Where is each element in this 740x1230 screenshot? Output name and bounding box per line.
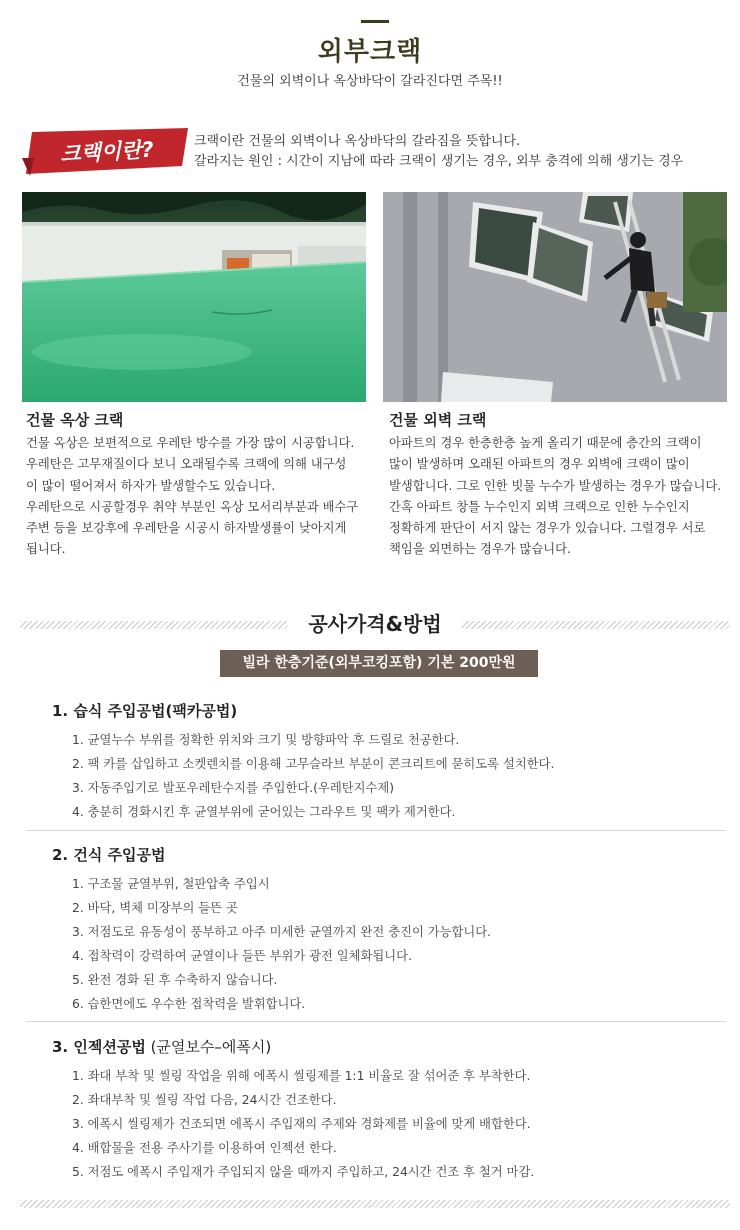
wall-crack-description	[389, 433, 739, 561]
wall-crack-section	[389, 408, 739, 561]
method-title	[52, 700, 712, 722]
roof-crack-section	[26, 408, 376, 561]
method-steps	[72, 728, 712, 824]
method-step: 1. 좌대 부착 및 씰링 작업을 위해 에폭시 씰링제를 1:1 비율로 잘 섞어준 후 부착한다.	[72, 1069, 531, 1083]
method-step: 2. 팩 카를 삽입하고 소켓렌치를 이용해 고무슬라브 부분이 콘크리트에 묻히도록 설치한다.	[72, 757, 555, 771]
method-step: 3. 저점도로 유동성이 풍부하고 아주 미세한 균열까지 완전 충진이 가능합니다.	[72, 925, 492, 939]
roof-crack-photo	[22, 192, 366, 402]
crack-definition-line: 크랙이란 건물의 외벽이나 옥상바닥의 갈라짐을 뜻합니다.	[194, 134, 521, 149]
crack-definition-badge	[22, 128, 188, 176]
price-banner: 빌라 한층기준(외부코킹포함) 기본 200만원	[220, 650, 538, 677]
wall-crack-line: 많이 발생하며 오래된 아파트의 경우 외벽에 크랙이 많이	[389, 457, 690, 472]
price-section-header	[20, 608, 730, 640]
wall-crack-line: 정확하게 판단이 서지 않는 경우가 있습니다. 그럴경우 서로	[389, 521, 706, 536]
method-title	[52, 1036, 712, 1058]
method-step: 3. 에폭시 씰링제가 건조되면 에폭시 주입재의 주제와 경화제를 비율에 맞게 배합한다.	[72, 1117, 531, 1131]
method-step: 6. 습한면에도 우수한 접착력을 발휘합니다.	[72, 997, 306, 1011]
method-divider	[26, 830, 726, 831]
method-step: 4. 접착력이 강력하여 균열이나 들뜬 부위가 광전 일체화됩니다.	[72, 949, 412, 963]
title-accent-bar	[361, 20, 389, 23]
method-step: 4. 충분히 경화시킨 후 균열부위에 굳어있는 그라우트 및 팩카 제거한다.	[72, 805, 456, 819]
method-step: 4. 배합물을 전용 주사기를 이용하여 인젝션 한다.	[72, 1141, 337, 1155]
roof-crack-line: 이 많이 떨어져서 하자가 발생할수도 있습니다.	[26, 478, 276, 493]
wall-crack-line: 간혹 아파트 창틀 누수인지 외벽 크랙으로 인한 누수인지	[389, 499, 690, 514]
roof-crack-title: 건물 옥상 크랙	[26, 411, 124, 429]
method-step: 1. 구조물 균열부위, 철판압축 주입시	[72, 877, 270, 891]
method-step: 3. 자동주입기로 발포우레탄수지를 주입한다.(우레탄지수제)	[72, 781, 395, 795]
method-step: 2. 바닥, 벽체 미장부의 들뜬 곳	[72, 901, 238, 915]
crack-definition-text	[194, 132, 683, 172]
crack-badge-label: 크랙이란?	[59, 137, 155, 167]
method-steps	[72, 872, 712, 1016]
roof-crack-line: 우레탄으로 시공할경우 취약 부분인 옥상 모서리부분과 배수구	[26, 499, 359, 514]
method-title-text: 1. 습식 주입공법(팩카공법)	[52, 702, 238, 720]
method-steps	[72, 1064, 712, 1184]
wall-crack-photo	[383, 192, 727, 402]
roof-crack-description	[26, 433, 376, 561]
method-title	[52, 844, 712, 866]
method-divider	[26, 1021, 726, 1022]
wall-crack-line: 발생합니다. 그로 인한 빗물 누수가 발생하는 경우가 많습니다.	[389, 478, 722, 493]
method-wet-injection	[52, 700, 712, 824]
method-step: 5. 저점도 에폭시 주입재가 주입되지 않을 때까지 주입하고, 24시간 건조 후 철거 마감.	[72, 1165, 535, 1179]
zigzag-divider-bottom	[20, 1200, 730, 1208]
page-title: 외부크랙	[317, 37, 423, 67]
roof-crack-line: 됩니다.	[26, 542, 66, 557]
method-title-text: 2. 건식 주입공법	[52, 846, 166, 864]
method-dry-injection	[52, 844, 712, 1016]
roof-crack-line: 주변 등을 보강후에 우레탄을 시공시 하자발생률이 낮아지게	[26, 521, 347, 536]
price-section-title: 공사가격&방법	[308, 612, 442, 636]
wall-crack-line: 책임을 외면하는 경우가 많습니다.	[389, 542, 571, 557]
method-title-text: 3. 인젝션공법	[52, 1038, 146, 1056]
method-title-extra: (균열보수–에폭시)	[145, 1038, 272, 1056]
roof-crack-line: 우레탄은 고무재질이다 보니 오래될수록 크랙에 의해 내구성	[26, 457, 347, 472]
wall-crack-line: 아파트의 경우 한층한층 높게 올리기 때문에 층간의 크랙이	[389, 436, 702, 450]
method-step: 1. 균열누수 부위를 정확한 위치와 크기 및 방향파악 후 드릴로 천공한다.	[72, 733, 460, 747]
wall-crack-title: 건물 외벽 크랙	[389, 411, 487, 429]
method-step: 2. 좌대부착 및 씰링 작업 다음, 24시간 건조한다.	[72, 1093, 337, 1107]
method-epoxy-injection	[52, 1036, 712, 1184]
page-subtitle: 건물의 외벽이나 옥상바닥이 갈라진다면 주목!!	[237, 74, 503, 89]
crack-cause-line: 갈라지는 원인 : 시간이 지남에 따라 크랙이 생기는 경우, 외부 충격에 의해 생기는 경우	[194, 154, 684, 169]
roof-crack-line: 건물 옥상은 보편적으로 우레탄 방수를 가장 많이 시공합니다.	[26, 436, 355, 450]
method-step: 5. 완전 경화 된 후 수축하지 않습니다.	[72, 973, 278, 987]
